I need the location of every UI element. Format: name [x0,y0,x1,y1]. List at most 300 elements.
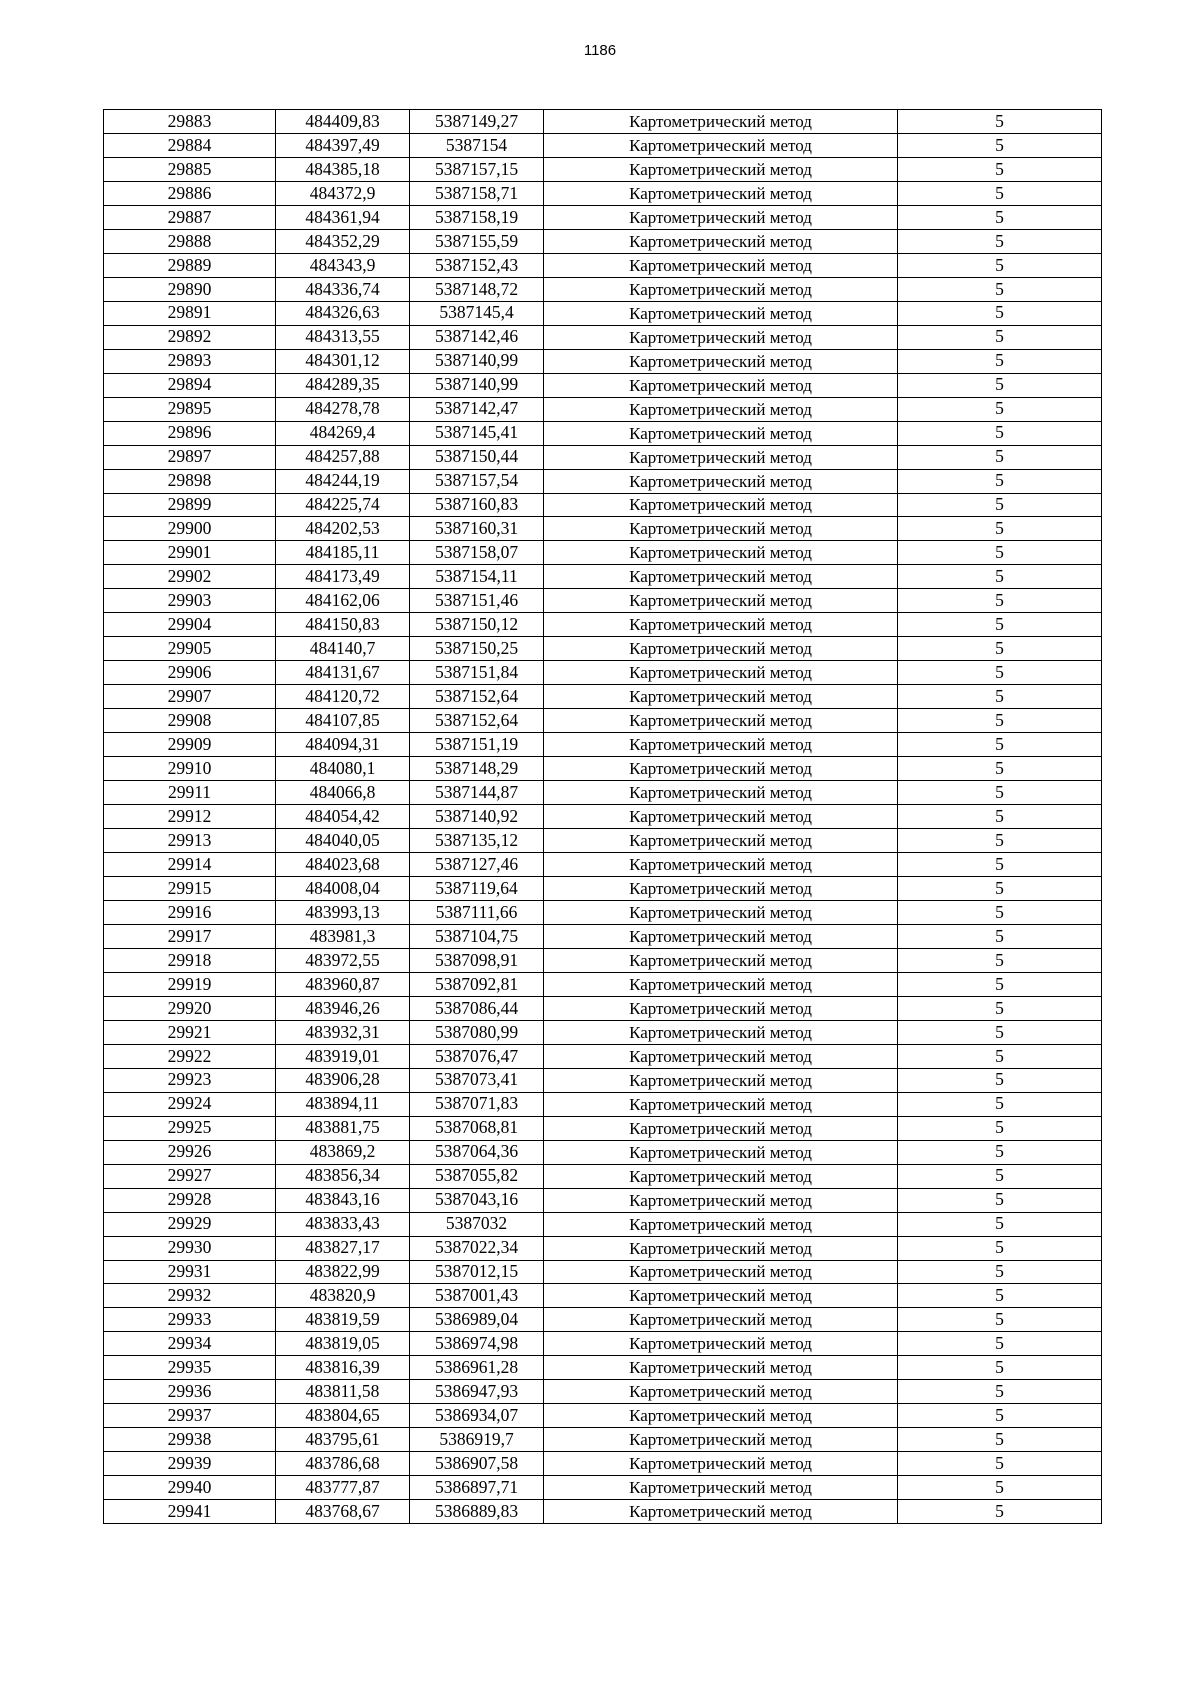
method-cell: Картометрический метод [544,1212,898,1236]
x-coordinate-cell: 484313,55 [276,325,410,349]
x-coordinate-cell: 484150,83 [276,613,410,637]
accuracy-cell: 5 [898,1236,1102,1260]
method-cell: Картометрический метод [544,1380,898,1404]
table-row [104,1068,1102,1092]
x-coordinate-cell: 484278,78 [276,397,410,421]
y-coordinate-cell: 5387098,91 [410,948,544,972]
accuracy-cell: 5 [898,805,1102,829]
table-row [104,565,1102,589]
point-number-cell: 29933 [104,1308,276,1332]
point-number-cell: 29923 [104,1068,276,1092]
coordinates-table-body [104,110,1102,1524]
y-coordinate-cell: 5387086,44 [410,996,544,1020]
y-coordinate-cell: 5386947,93 [410,1380,544,1404]
table-row [104,1284,1102,1308]
page-number: 1186 [583,42,617,59]
x-coordinate-cell: 483856,34 [276,1164,410,1188]
x-coordinate-cell: 483768,67 [276,1500,410,1524]
y-coordinate-cell: 5387157,54 [410,469,544,493]
x-coordinate-cell: 484008,04 [276,877,410,901]
method-cell: Картометрический метод [544,924,898,948]
accuracy-cell: 5 [898,397,1102,421]
method-cell: Картометрический метод [544,517,898,541]
table-row [104,613,1102,637]
point-number-cell: 29931 [104,1260,276,1284]
table-row [104,1188,1102,1212]
method-cell: Картометрический метод [544,1452,898,1476]
y-coordinate-cell: 5387148,72 [410,277,544,301]
point-number-cell: 29921 [104,1020,276,1044]
y-coordinate-cell: 5387135,12 [410,829,544,853]
accuracy-cell: 5 [898,469,1102,493]
method-cell: Картометрический метод [544,133,898,157]
accuracy-cell: 5 [898,445,1102,469]
point-number-cell: 29927 [104,1164,276,1188]
x-coordinate-cell: 483869,2 [276,1140,410,1164]
y-coordinate-cell: 5387001,43 [410,1284,544,1308]
point-number-cell: 29893 [104,349,276,373]
point-number-cell: 29887 [104,205,276,229]
accuracy-cell: 5 [898,733,1102,757]
point-number-cell: 29904 [104,613,276,637]
y-coordinate-cell: 5387149,27 [410,110,544,134]
x-coordinate-cell: 484120,72 [276,685,410,709]
x-coordinate-cell: 483993,13 [276,900,410,924]
accuracy-cell: 5 [898,589,1102,613]
accuracy-cell: 5 [898,924,1102,948]
y-coordinate-cell: 5387150,25 [410,637,544,661]
method-cell: Картометрический метод [544,1284,898,1308]
point-number-cell: 29911 [104,781,276,805]
method-cell: Картометрический метод [544,781,898,805]
x-coordinate-cell: 484257,88 [276,445,410,469]
x-coordinate-cell: 484054,42 [276,805,410,829]
y-coordinate-cell: 5387160,31 [410,517,544,541]
y-coordinate-cell: 5387150,12 [410,613,544,637]
y-coordinate-cell: 5387104,75 [410,924,544,948]
x-coordinate-cell: 483819,59 [276,1308,410,1332]
table-row [104,877,1102,901]
method-cell: Картометрический метод [544,1140,898,1164]
x-coordinate-cell: 484225,74 [276,493,410,517]
table-row [104,1380,1102,1404]
accuracy-cell: 5 [898,205,1102,229]
accuracy-cell: 5 [898,1044,1102,1068]
method-cell: Картометрический метод [544,685,898,709]
accuracy-cell: 5 [898,1428,1102,1452]
y-coordinate-cell: 5387154 [410,133,544,157]
x-coordinate-cell: 484269,4 [276,421,410,445]
table-row [104,757,1102,781]
y-coordinate-cell: 5387119,64 [410,877,544,901]
table-row [104,157,1102,181]
accuracy-cell: 5 [898,1116,1102,1140]
method-cell: Картометрический метод [544,996,898,1020]
point-number-cell: 29891 [104,301,276,325]
table-row [104,373,1102,397]
point-number-cell: 29905 [104,637,276,661]
y-coordinate-cell: 5386907,58 [410,1452,544,1476]
x-coordinate-cell: 483919,01 [276,1044,410,1068]
accuracy-cell: 5 [898,110,1102,134]
x-coordinate-cell: 483981,3 [276,924,410,948]
method-cell: Картометрический метод [544,1356,898,1380]
table-row [104,1476,1102,1500]
point-number-cell: 29902 [104,565,276,589]
x-coordinate-cell: 483894,11 [276,1092,410,1116]
method-cell: Картометрический метод [544,1044,898,1068]
x-coordinate-cell: 483786,68 [276,1452,410,1476]
y-coordinate-cell: 5386961,28 [410,1356,544,1380]
accuracy-cell: 5 [898,972,1102,996]
accuracy-cell: 5 [898,253,1102,277]
y-coordinate-cell: 5387111,66 [410,900,544,924]
x-coordinate-cell: 483820,9 [276,1284,410,1308]
y-coordinate-cell: 5387150,44 [410,445,544,469]
x-coordinate-cell: 484080,1 [276,757,410,781]
x-coordinate-cell: 483811,58 [276,1380,410,1404]
point-number-cell: 29935 [104,1356,276,1380]
method-cell: Картометрический метод [544,1428,898,1452]
x-coordinate-cell: 484162,06 [276,589,410,613]
table-row [104,733,1102,757]
method-cell: Картометрический метод [544,613,898,637]
table-row [104,301,1102,325]
point-number-cell: 29908 [104,709,276,733]
point-number-cell: 29920 [104,996,276,1020]
method-cell: Картометрический метод [544,1164,898,1188]
table-row [104,133,1102,157]
accuracy-cell: 5 [898,1140,1102,1164]
accuracy-cell: 5 [898,1476,1102,1500]
y-coordinate-cell: 5386919,7 [410,1428,544,1452]
accuracy-cell: 5 [898,373,1102,397]
y-coordinate-cell: 5387032 [410,1212,544,1236]
table-row [104,948,1102,972]
y-coordinate-cell: 5387055,82 [410,1164,544,1188]
y-coordinate-cell: 5387152,64 [410,709,544,733]
method-cell: Картометрический метод [544,1188,898,1212]
x-coordinate-cell: 484185,11 [276,541,410,565]
table-row [104,229,1102,253]
y-coordinate-cell: 5387140,92 [410,805,544,829]
accuracy-cell: 5 [898,709,1102,733]
table-row [104,349,1102,373]
y-coordinate-cell: 5386934,07 [410,1404,544,1428]
method-cell: Картометрический метод [544,757,898,781]
y-coordinate-cell: 5387145,41 [410,421,544,445]
x-coordinate-cell: 483972,55 [276,948,410,972]
table-row [104,469,1102,493]
table-row [104,637,1102,661]
accuracy-cell: 5 [898,277,1102,301]
table-row [104,421,1102,445]
x-coordinate-cell: 484107,85 [276,709,410,733]
x-coordinate-cell: 483881,75 [276,1116,410,1140]
point-number-cell: 29925 [104,1116,276,1140]
method-cell: Картометрический метод [544,253,898,277]
method-cell: Картометрический метод [544,205,898,229]
table-row [104,445,1102,469]
table-row [104,781,1102,805]
point-number-cell: 29896 [104,421,276,445]
method-cell: Картометрический метод [544,972,898,996]
point-number-cell: 29941 [104,1500,276,1524]
table-row [104,1044,1102,1068]
x-coordinate-cell: 484140,7 [276,637,410,661]
accuracy-cell: 5 [898,661,1102,685]
point-number-cell: 29910 [104,757,276,781]
x-coordinate-cell: 484131,67 [276,661,410,685]
point-number-cell: 29924 [104,1092,276,1116]
accuracy-cell: 5 [898,301,1102,325]
point-number-cell: 29912 [104,805,276,829]
y-coordinate-cell: 5387152,64 [410,685,544,709]
y-coordinate-cell: 5386889,83 [410,1500,544,1524]
accuracy-cell: 5 [898,1092,1102,1116]
method-cell: Картометрический метод [544,373,898,397]
table-row [104,110,1102,134]
x-coordinate-cell: 483906,28 [276,1068,410,1092]
accuracy-cell: 5 [898,637,1102,661]
y-coordinate-cell: 5387080,99 [410,1020,544,1044]
accuracy-cell: 5 [898,349,1102,373]
table-row [104,709,1102,733]
point-number-cell: 29929 [104,1212,276,1236]
x-coordinate-cell: 484289,35 [276,373,410,397]
y-coordinate-cell: 5387151,84 [410,661,544,685]
point-number-cell: 29926 [104,1140,276,1164]
accuracy-cell: 5 [898,1404,1102,1428]
y-coordinate-cell: 5387152,43 [410,253,544,277]
method-cell: Картометрический метод [544,469,898,493]
point-number-cell: 29916 [104,900,276,924]
table-row [104,829,1102,853]
table-row [104,589,1102,613]
y-coordinate-cell: 5387151,19 [410,733,544,757]
y-coordinate-cell: 5387142,46 [410,325,544,349]
method-cell: Картометрический метод [544,110,898,134]
point-number-cell: 29900 [104,517,276,541]
accuracy-cell: 5 [898,829,1102,853]
table-row [104,805,1102,829]
point-number-cell: 29917 [104,924,276,948]
accuracy-cell: 5 [898,1356,1102,1380]
point-number-cell: 29903 [104,589,276,613]
y-coordinate-cell: 5386989,04 [410,1308,544,1332]
method-cell: Картометрический метод [544,805,898,829]
method-cell: Картометрический метод [544,565,898,589]
x-coordinate-cell: 483819,05 [276,1332,410,1356]
x-coordinate-cell: 484066,8 [276,781,410,805]
y-coordinate-cell: 5387043,16 [410,1188,544,1212]
table-row [104,397,1102,421]
y-coordinate-cell: 5386974,98 [410,1332,544,1356]
table-row [104,493,1102,517]
point-number-cell: 29913 [104,829,276,853]
y-coordinate-cell: 5387127,46 [410,853,544,877]
x-coordinate-cell: 484397,49 [276,133,410,157]
accuracy-cell: 5 [898,1260,1102,1284]
method-cell: Картометрический метод [544,709,898,733]
y-coordinate-cell: 5387064,36 [410,1140,544,1164]
accuracy-cell: 5 [898,685,1102,709]
table-row [104,1020,1102,1044]
table-row [104,661,1102,685]
y-coordinate-cell: 5387157,15 [410,157,544,181]
accuracy-cell: 5 [898,541,1102,565]
y-coordinate-cell: 5387154,11 [410,565,544,589]
y-coordinate-cell: 5387140,99 [410,349,544,373]
method-cell: Картометрический метод [544,1500,898,1524]
accuracy-cell: 5 [898,1380,1102,1404]
table-row [104,924,1102,948]
point-number-cell: 29906 [104,661,276,685]
x-coordinate-cell: 484326,63 [276,301,410,325]
y-coordinate-cell: 5387076,47 [410,1044,544,1068]
table-row [104,1308,1102,1332]
accuracy-cell: 5 [898,493,1102,517]
x-coordinate-cell: 484023,68 [276,853,410,877]
accuracy-cell: 5 [898,1500,1102,1524]
accuracy-cell: 5 [898,1308,1102,1332]
table-row [104,517,1102,541]
point-number-cell: 29930 [104,1236,276,1260]
point-number-cell: 29919 [104,972,276,996]
x-coordinate-cell: 483816,39 [276,1356,410,1380]
x-coordinate-cell: 484352,29 [276,229,410,253]
table-row [104,181,1102,205]
method-cell: Картометрический метод [544,637,898,661]
table-row [104,325,1102,349]
accuracy-cell: 5 [898,877,1102,901]
point-number-cell: 29888 [104,229,276,253]
y-coordinate-cell: 5387012,15 [410,1260,544,1284]
method-cell: Картометрический метод [544,1476,898,1500]
table-row [104,253,1102,277]
point-number-cell: 29928 [104,1188,276,1212]
point-number-cell: 29914 [104,853,276,877]
method-cell: Картометрический метод [544,733,898,757]
point-number-cell: 29939 [104,1452,276,1476]
accuracy-cell: 5 [898,996,1102,1020]
x-coordinate-cell: 483843,16 [276,1188,410,1212]
method-cell: Картометрический метод [544,661,898,685]
point-number-cell: 29937 [104,1404,276,1428]
accuracy-cell: 5 [898,1068,1102,1092]
y-coordinate-cell: 5387144,87 [410,781,544,805]
method-cell: Картометрический метод [544,301,898,325]
accuracy-cell: 5 [898,229,1102,253]
x-coordinate-cell: 484040,05 [276,829,410,853]
point-number-cell: 29897 [104,445,276,469]
table-row [104,1428,1102,1452]
method-cell: Картометрический метод [544,445,898,469]
table-row [104,205,1102,229]
x-coordinate-cell: 483795,61 [276,1428,410,1452]
x-coordinate-cell: 484244,19 [276,469,410,493]
accuracy-cell: 5 [898,133,1102,157]
method-cell: Картометрический метод [544,1308,898,1332]
point-number-cell: 29909 [104,733,276,757]
x-coordinate-cell: 484385,18 [276,157,410,181]
accuracy-cell: 5 [898,1332,1102,1356]
method-cell: Картометрический метод [544,1260,898,1284]
x-coordinate-cell: 483960,87 [276,972,410,996]
x-coordinate-cell: 484409,83 [276,110,410,134]
table-row [104,972,1102,996]
point-number-cell: 29883 [104,110,276,134]
method-cell: Картометрический метод [544,1116,898,1140]
method-cell: Картометрический метод [544,877,898,901]
point-number-cell: 29922 [104,1044,276,1068]
table-row [104,541,1102,565]
method-cell: Картометрический метод [544,277,898,301]
x-coordinate-cell: 483804,65 [276,1404,410,1428]
method-cell: Картометрический метод [544,1068,898,1092]
x-coordinate-cell: 484336,74 [276,277,410,301]
accuracy-cell: 5 [898,565,1102,589]
y-coordinate-cell: 5387158,71 [410,181,544,205]
x-coordinate-cell: 483777,87 [276,1476,410,1500]
y-coordinate-cell: 5387155,59 [410,229,544,253]
method-cell: Картометрический метод [544,493,898,517]
x-coordinate-cell: 483833,43 [276,1212,410,1236]
method-cell: Картометрический метод [544,157,898,181]
y-coordinate-cell: 5387148,29 [410,757,544,781]
point-number-cell: 29901 [104,541,276,565]
table-row [104,900,1102,924]
table-row [104,1356,1102,1380]
point-number-cell: 29918 [104,948,276,972]
method-cell: Картометрический метод [544,325,898,349]
table-row [104,1236,1102,1260]
point-number-cell: 29932 [104,1284,276,1308]
y-coordinate-cell: 5387140,99 [410,373,544,397]
table-row [104,685,1102,709]
y-coordinate-cell: 5387145,4 [410,301,544,325]
table-row [104,996,1102,1020]
table-row [104,1452,1102,1476]
accuracy-cell: 5 [898,853,1102,877]
point-number-cell: 29898 [104,469,276,493]
coordinates-table [103,109,1102,1524]
accuracy-cell: 5 [898,948,1102,972]
x-coordinate-cell: 484372,9 [276,181,410,205]
x-coordinate-cell: 483946,26 [276,996,410,1020]
y-coordinate-cell: 5387073,41 [410,1068,544,1092]
table-row [104,1212,1102,1236]
x-coordinate-cell: 484301,12 [276,349,410,373]
method-cell: Картометрический метод [544,948,898,972]
point-number-cell: 29899 [104,493,276,517]
point-number-cell: 29892 [104,325,276,349]
method-cell: Картометрический метод [544,1236,898,1260]
x-coordinate-cell: 484202,53 [276,517,410,541]
accuracy-cell: 5 [898,781,1102,805]
method-cell: Картометрический метод [544,397,898,421]
point-number-cell: 29889 [104,253,276,277]
point-number-cell: 29938 [104,1428,276,1452]
point-number-cell: 29915 [104,877,276,901]
table-row [104,1140,1102,1164]
point-number-cell: 29890 [104,277,276,301]
method-cell: Картометрический метод [544,349,898,373]
accuracy-cell: 5 [898,181,1102,205]
method-cell: Картометрический метод [544,1092,898,1116]
method-cell: Картометрический метод [544,541,898,565]
accuracy-cell: 5 [898,1284,1102,1308]
